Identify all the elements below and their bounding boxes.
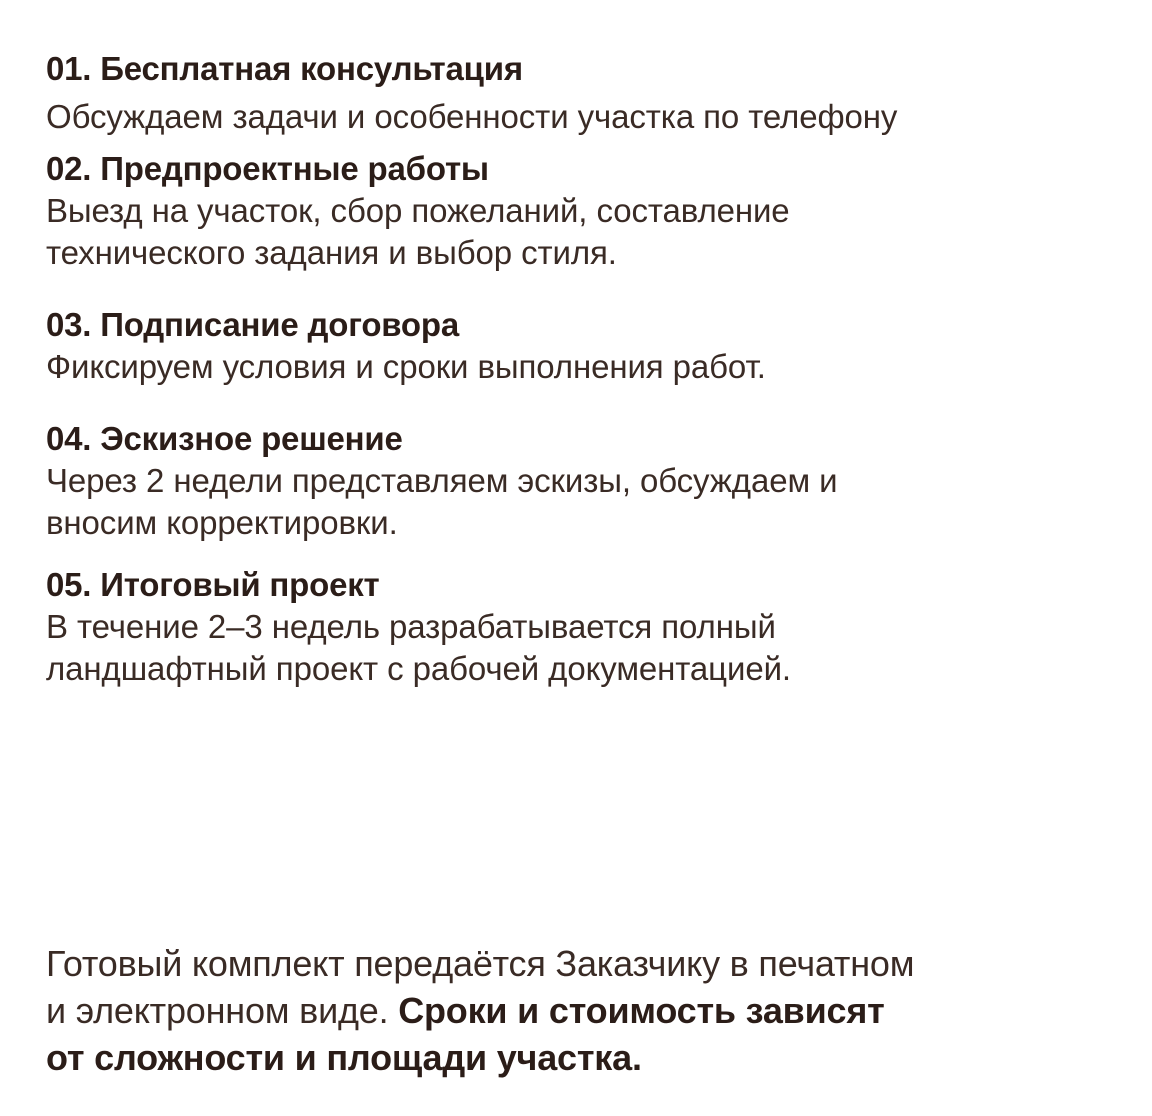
footer-bold-text: Сроки и стоимость зависят — [398, 990, 885, 1031]
footer-line-2 — [46, 987, 1106, 1034]
footer-line-1: Готовый комплект передаётся Заказчику в печатном — [46, 943, 915, 984]
step-description: Обсуждаем задачи и особенности участка по телефону — [46, 98, 898, 135]
steps-list — [46, 48, 1116, 690]
step-description: технического задания и выбор стиля. — [46, 234, 617, 271]
step-description: Фиксируем условия и сроки выполнения работ. — [46, 348, 766, 385]
step-item — [46, 48, 1116, 138]
step-title: 03. Подписание договора — [46, 306, 459, 343]
step-title: 01. Бесплатная консультация — [46, 50, 523, 87]
step-description: Выезд на участок, сбор пожеланий, составление — [46, 192, 790, 229]
step-title: 05. Итоговый проект — [46, 566, 380, 603]
footer-regular-text: и электронном виде. — [46, 990, 399, 1031]
step-item — [46, 564, 1116, 690]
step-item — [46, 148, 1116, 274]
step-description: В течение 2–3 недель разрабатывается полный — [46, 608, 776, 645]
footer-note — [46, 940, 1106, 1081]
step-item — [46, 418, 1116, 544]
step-title: 02. Предпроектные работы — [46, 150, 489, 187]
step-item — [46, 304, 1116, 388]
step-description: Через 2 недели представляем эскизы, обсуждаем и — [46, 462, 838, 499]
step-description: ландшафтный проект с рабочей документацией. — [46, 650, 791, 687]
footer-line-3: от сложности и площади участка. — [46, 1037, 642, 1078]
step-description: вносим корректировки. — [46, 504, 398, 541]
step-title: 04. Эскизное решение — [46, 420, 403, 457]
